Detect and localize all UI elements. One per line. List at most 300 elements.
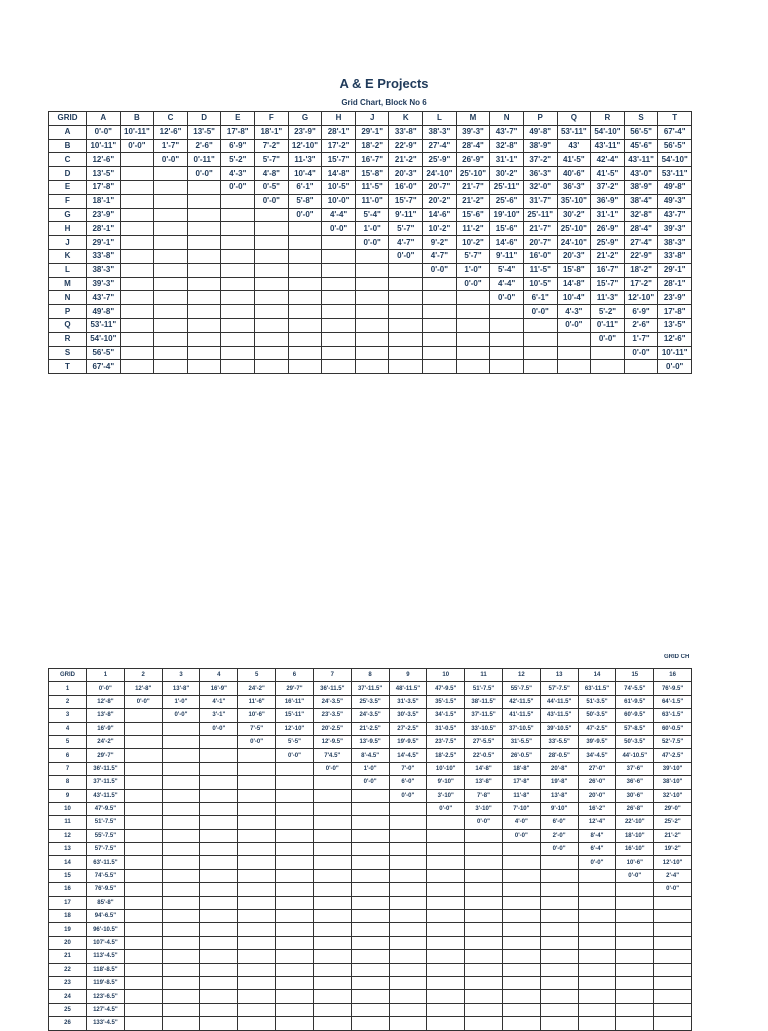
table-cell: 11-'3" [288,153,322,167]
row-header: 18 [49,910,87,923]
table-cell: 18'-2.5" [427,749,465,762]
table-cell: 10'-2" [423,222,457,236]
table-cell [276,816,314,829]
table-cell [465,856,503,869]
table-cell: 40'-6" [557,167,591,181]
table-cell [427,883,465,896]
table-cell [238,749,276,762]
table-cell: 9'-11" [490,249,524,263]
table-cell: 13'-5" [658,318,692,332]
table-cell [276,802,314,815]
table-cell [490,318,524,332]
table-cell [238,1003,276,1016]
table-row [49,735,692,748]
table-cell [502,963,540,976]
table-cell: 67'-4" [87,360,121,374]
table-cell [523,332,557,346]
table-cell: 0'-0" [255,194,289,208]
table-cell: 30'-3.5" [389,709,427,722]
table-cell [389,1003,427,1016]
table-cell: 41'-5" [557,153,591,167]
table-cell: 0'-11" [591,318,625,332]
table-cell: 19'-8" [540,776,578,789]
table-cell [654,936,692,949]
table-cell [200,843,238,856]
table-row [49,346,692,360]
page-title: A & E Projects [339,76,429,91]
table-cell: 25'-11" [490,180,524,194]
table-cell [162,963,200,976]
table-cell [456,332,490,346]
table-cell [187,236,221,250]
table-cell: 36'-3" [523,167,557,181]
table-cell: 63'-11.5" [87,856,125,869]
table-cell: 9'-2" [423,236,457,250]
table-cell: 2'-6" [624,318,658,332]
table-cell [523,318,557,332]
table-cell [162,936,200,949]
table-cell [238,883,276,896]
table-cell: 4'-0" [502,816,540,829]
table-cell [355,332,389,346]
table-cell: 61'-9.5" [616,695,654,708]
table-cell: 13'-8" [87,709,125,722]
table-cell: 3'-1" [200,709,238,722]
table-cell: 27'-4" [423,139,457,153]
table-cell [238,936,276,949]
table-cell [124,856,162,869]
table-cell [616,936,654,949]
table-cell: 6'-1" [523,291,557,305]
table-cell: 34'-4.5" [578,749,616,762]
row-header: J [49,236,87,250]
table-cell: 25'-3.5" [351,695,389,708]
table-cell [255,222,289,236]
table-cell: 31'-1" [490,153,524,167]
table-cell [221,236,255,250]
table-cell [288,360,322,374]
table-cell [654,950,692,963]
table-cell [255,263,289,277]
table-cell [255,318,289,332]
table-cell: 0'-0" [221,180,255,194]
table-cell [389,869,427,882]
table-cell [389,950,427,963]
table-cell: 14'-8" [322,167,356,181]
column-header: 2 [124,669,162,682]
table-cell [465,829,503,842]
table-cell: 20'-3" [389,167,423,181]
table-cell: 10'-5" [523,277,557,291]
column-header: 12 [502,669,540,682]
column-header: F [255,112,289,126]
table-cell [423,332,457,346]
table-row [49,963,692,976]
table-row [49,263,692,277]
table-cell: 49'-3" [658,194,692,208]
table-cell: 31'-7" [523,194,557,208]
table-row [49,829,692,842]
table-cell [162,829,200,842]
table-cell [557,360,591,374]
table-cell: 17'-8" [87,180,121,194]
table-row [49,167,692,181]
table-row [49,856,692,869]
table-cell: 28'-1" [322,125,356,139]
table-cell: 19'-10" [490,208,524,222]
table-cell [313,843,351,856]
table-cell [465,936,503,949]
table-cell: 0'-0" [557,318,591,332]
table-cell [313,1003,351,1016]
table-cell [616,950,654,963]
table-cell: 21'-2" [654,829,692,842]
table-cell [200,776,238,789]
table-cell: 28'-1" [658,277,692,291]
table-cell: 41'-5" [591,167,625,181]
table-cell: 57'-8.5" [616,722,654,735]
row-header: R [49,332,87,346]
table-cell: 119'-8.5" [87,976,125,989]
table-cell [351,856,389,869]
table-cell [255,332,289,346]
table-cell: 25'-10" [456,167,490,181]
table-cell [221,291,255,305]
table-cell [616,976,654,989]
table-row [49,816,692,829]
table-cell [578,896,616,909]
table-cell: 12'-6" [87,153,121,167]
table-cell: 15'-7" [591,277,625,291]
table-cell: 39'-3" [456,125,490,139]
table-cell: 51'-7.5" [465,682,503,695]
table-cell: 17'-8" [502,776,540,789]
table-cell [654,1003,692,1016]
table-cell: 47'-9.5" [87,802,125,815]
table-cell [322,236,356,250]
table-cell: 36'-9" [591,194,625,208]
table-cell: 33'-8" [658,249,692,263]
table-cell: 16'-0" [523,249,557,263]
table-cell: 0'-0" [624,346,658,360]
table-cell [288,318,322,332]
table-cell [616,923,654,936]
table-cell [578,910,616,923]
table-cell [238,789,276,802]
table-cell [120,249,154,263]
table-cell [200,735,238,748]
table-cell: 16'-10" [616,843,654,856]
table-cell [200,963,238,976]
table-cell [162,762,200,775]
table-cell [351,910,389,923]
table-cell: 7'-10" [502,802,540,815]
table-cell [389,843,427,856]
column-header: N [490,112,524,126]
table-cell [616,963,654,976]
table-cell: 24'-10" [423,167,457,181]
table-cell: 39'-10" [654,762,692,775]
table-cell: 2'-0" [540,829,578,842]
table-cell [578,936,616,949]
table-cell [578,1003,616,1016]
table-cell [238,923,276,936]
table-cell: 31'-5.5" [502,735,540,748]
table-cell [313,963,351,976]
row-header: 19 [49,923,87,936]
table-cell [355,249,389,263]
table-cell [322,263,356,277]
table-cell [120,167,154,181]
table-row [49,360,692,374]
table-cell: 41'-11.5" [502,709,540,722]
table-cell [351,1017,389,1030]
table-cell: 11'-3" [591,291,625,305]
table-cell [276,936,314,949]
table-cell [276,923,314,936]
row-header: 13 [49,843,87,856]
table-cell: 0'-0" [654,883,692,896]
table-cell [200,856,238,869]
table-row [49,976,692,989]
table-cell: 4'-4" [490,277,524,291]
table-cell: 26'-8" [616,802,654,815]
table-cell [238,963,276,976]
table-cell [313,789,351,802]
table-cell: 0'-0" [490,291,524,305]
table-cell: 27'-5.5" [465,735,503,748]
table-cell [187,305,221,319]
table-cell [124,936,162,949]
table-cell [322,277,356,291]
table-cell: 43'-11" [624,153,658,167]
table-cell [200,883,238,896]
table-cell [238,829,276,842]
table-row [49,332,692,346]
table-cell [351,802,389,815]
table-cell: 0'-0" [523,305,557,319]
table-cell: 0'-0" [389,789,427,802]
table-cell: 12'-4" [578,816,616,829]
table-cell [200,910,238,923]
table-cell: 0'-0" [578,856,616,869]
table-cell: 13'-5" [187,125,221,139]
table-cell: 38'-11.5" [465,695,503,708]
table-cell: 23'-9" [87,208,121,222]
table-cell: 21'-2.5" [351,722,389,735]
row-header: A [49,125,87,139]
row-header: T [49,360,87,374]
table-cell: 5'-2" [591,305,625,319]
table-cell [154,236,188,250]
table-cell [238,990,276,1003]
table-cell: 12'-8" [87,695,125,708]
table-row [49,222,692,236]
table-cell: 24'-2" [238,682,276,695]
table-cell [423,291,457,305]
row-header: 21 [49,950,87,963]
table-cell [200,1003,238,1016]
table-cell: 0'-0" [313,762,351,775]
table-cell [124,749,162,762]
row-header: D [49,167,87,181]
row-header: 24 [49,990,87,1003]
table-cell [389,910,427,923]
table-cell [465,1003,503,1016]
table-cell: 57'-7.5" [87,843,125,856]
table-cell: 38'-9" [523,139,557,153]
table-cell: 49'-8" [523,125,557,139]
table-cell [124,910,162,923]
row-header: H [49,222,87,236]
row-header: 23 [49,976,87,989]
table-cell [456,360,490,374]
table-cell [578,976,616,989]
table-cell: 37'-2" [523,153,557,167]
table-cell: 26'-9" [456,153,490,167]
table-cell [120,263,154,277]
table-cell [427,950,465,963]
table-cell [427,990,465,1003]
row-header: 11 [49,816,87,829]
table-cell [200,789,238,802]
table-cell: 18'-1" [87,194,121,208]
table-cell: 20'-0" [578,789,616,802]
table-row [49,1003,692,1016]
table-cell [120,153,154,167]
table-cell [423,346,457,360]
table-row [49,990,692,1003]
table-cell [389,1017,427,1030]
table-cell: 38'-3" [423,125,457,139]
table-cell [355,277,389,291]
table-cell [313,990,351,1003]
table-cell [162,735,200,748]
table-cell [154,305,188,319]
table-cell: 27'-2.5" [389,722,427,735]
table-cell [313,950,351,963]
table-cell: 13'-8" [540,789,578,802]
table-cell: 38'-3" [658,236,692,250]
table-cell [162,976,200,989]
table-cell: 30'-6" [616,789,654,802]
table-cell [523,346,557,360]
table-cell [124,722,162,735]
table-cell [490,332,524,346]
table-cell: 2'-4" [654,869,692,882]
table-cell [351,883,389,896]
table-cell [502,1017,540,1030]
table-cell [276,910,314,923]
table-cell: 15'-8" [355,167,389,181]
table-cell: 26'-0" [578,776,616,789]
row-header: 3 [49,709,87,722]
table-cell [654,896,692,909]
table-cell: 1'-0" [351,762,389,775]
table-cell: 43'-7" [490,125,524,139]
table-cell: 21'-7" [523,222,557,236]
table-cell [276,789,314,802]
table-cell [154,194,188,208]
table-cell: 22'-9" [624,249,658,263]
table-cell [351,923,389,936]
table-cell [288,332,322,346]
table-cell: 14'-8" [557,277,591,291]
table-cell [389,976,427,989]
table-row [49,277,692,291]
table-cell [355,263,389,277]
row-header: 10 [49,802,87,815]
row-header: 4 [49,722,87,735]
table-cell [502,896,540,909]
table-cell [187,208,221,222]
table-cell: 10'-5" [322,180,356,194]
table-cell [351,950,389,963]
table-cell: 50'-3.5" [578,709,616,722]
table-cell [465,963,503,976]
table-cell [490,346,524,360]
row-header: 20 [49,936,87,949]
table-cell [238,950,276,963]
table-cell [276,896,314,909]
table-cell: 32'-0" [523,180,557,194]
table-cell: 64'-1.5" [654,695,692,708]
table-cell: 7'4.5" [313,749,351,762]
column-header: GRID [49,669,87,682]
header-row [49,669,692,682]
row-header: C [49,153,87,167]
row-header: B [49,139,87,153]
table-cell: 8'-4.5" [351,749,389,762]
table-cell [187,222,221,236]
row-header: E [49,180,87,194]
table-cell: 37'-11.5" [465,709,503,722]
table-cell: 11'-8" [502,789,540,802]
table-cell [221,332,255,346]
table-cell: 34'-1.5" [427,709,465,722]
table-cell [124,802,162,815]
table-cell: 7'-5" [238,722,276,735]
table-cell: 28'-1" [87,222,121,236]
table-cell [187,263,221,277]
table-cell [502,910,540,923]
table-cell [313,802,351,815]
table-cell: 14'-8" [465,762,503,775]
table-cell: 17'-8" [221,125,255,139]
table-cell: 76'-9.5" [87,883,125,896]
table-cell: 15'-11" [276,709,314,722]
table-cell [427,923,465,936]
table-cell [540,896,578,909]
table-cell: 12'-8" [124,682,162,695]
table-cell [120,236,154,250]
table-cell [654,1017,692,1030]
table-cell: 24'-2" [87,735,125,748]
table-cell: 12'-9.5" [313,735,351,748]
table-cell [351,976,389,989]
table-cell [490,360,524,374]
table-cell: 4'-3" [557,305,591,319]
table-cell [389,896,427,909]
table-cell: 0'-0" [351,776,389,789]
table-cell: 9'-11" [389,208,423,222]
table-cell [322,360,356,374]
table-row [49,180,692,194]
table-cell: 12'-10" [276,722,314,735]
table-cell: 0'-0" [616,869,654,882]
table-row [49,153,692,167]
column-header: 1 [87,669,125,682]
